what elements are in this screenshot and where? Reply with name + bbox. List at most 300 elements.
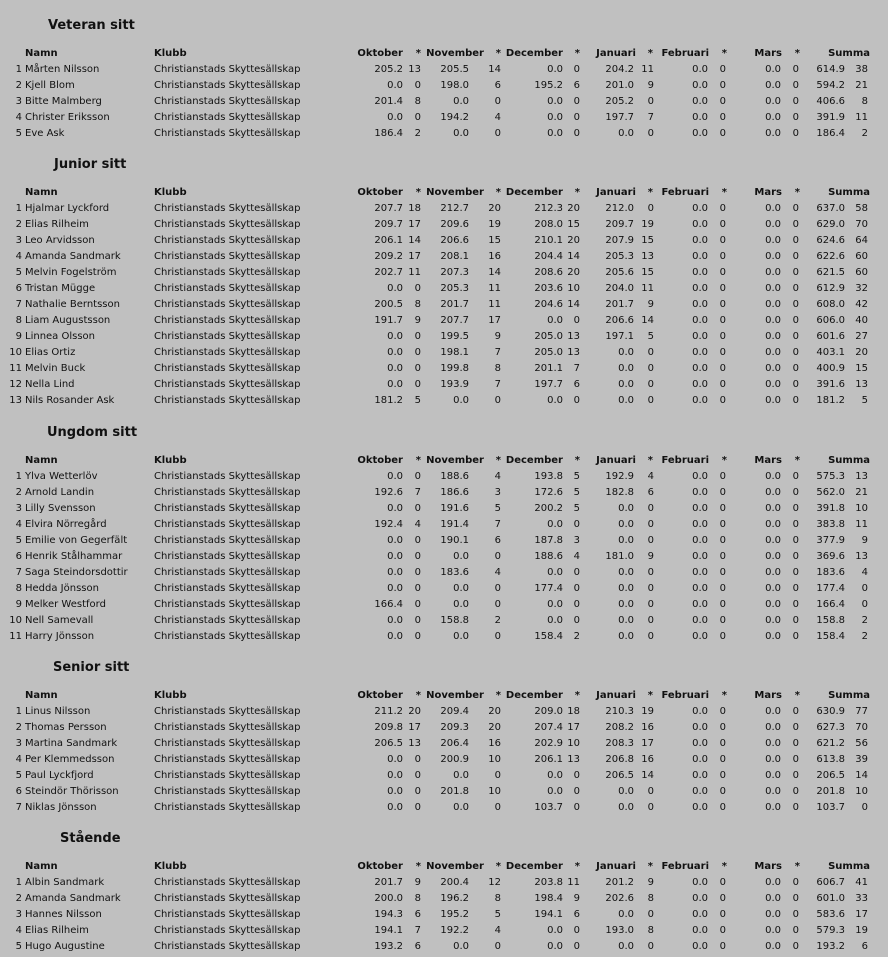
- header-mars-points: *: [794, 690, 800, 701]
- februari-points: 0: [719, 738, 726, 749]
- februari-points: 0: [719, 941, 726, 952]
- name-cell: Amanda Sandmark: [25, 893, 121, 904]
- rank-cell: 3: [15, 503, 22, 514]
- november-points: 8: [494, 893, 501, 904]
- november-points: 14: [488, 267, 501, 278]
- januari-score: 212.0: [605, 203, 634, 214]
- summa-points: 0: [861, 599, 868, 610]
- header-november-points: *: [495, 690, 501, 701]
- december-points: 9: [573, 893, 580, 904]
- table-header: [0, 859, 888, 875]
- header-februari: Februari: [661, 690, 709, 701]
- december-points: 5: [573, 471, 580, 482]
- november-score: 200.9: [440, 754, 469, 765]
- november-score: 200.4: [440, 877, 469, 888]
- februari-score: 0.0: [692, 706, 708, 717]
- header-december-points: *: [574, 187, 580, 198]
- november-points: 16: [488, 738, 501, 749]
- mars-score: 0.0: [765, 786, 781, 797]
- summa-score: 383.8: [816, 519, 845, 530]
- februari-points: 0: [719, 96, 726, 107]
- rank-cell: 3: [15, 96, 22, 107]
- summa-score: 406.6: [816, 96, 845, 107]
- rank-cell: 11: [9, 631, 22, 642]
- header-januari-points: *: [647, 187, 653, 198]
- februari-score: 0.0: [692, 551, 708, 562]
- november-points: 9: [494, 331, 501, 342]
- november-points: 3: [494, 487, 501, 498]
- februari-points: 0: [719, 363, 726, 374]
- oktober-points: 0: [414, 583, 421, 594]
- februari-score: 0.0: [692, 941, 708, 952]
- oktober-score: 0.0: [387, 802, 403, 813]
- november-score: 209.6: [440, 219, 469, 230]
- december-score: 201.1: [534, 363, 563, 374]
- header-december-points: *: [574, 455, 580, 466]
- table-row: [0, 720, 888, 736]
- januari-score: 0.0: [618, 631, 634, 642]
- header-name: Namn: [25, 187, 58, 198]
- februari-points: 0: [719, 487, 726, 498]
- december-score: 208.6: [534, 267, 563, 278]
- november-points: 4: [494, 567, 501, 578]
- oktober-points: 17: [408, 219, 421, 230]
- mars-score: 0.0: [765, 299, 781, 310]
- december-score: 202.9: [534, 738, 563, 749]
- december-points: 6: [573, 80, 580, 91]
- januari-score: 0.0: [618, 567, 634, 578]
- summa-score: 606.0: [816, 315, 845, 326]
- februari-score: 0.0: [692, 487, 708, 498]
- november-points: 4: [494, 925, 501, 936]
- december-points: 0: [573, 315, 580, 326]
- januari-score: 208.3: [605, 738, 634, 749]
- mars-points: 0: [792, 331, 799, 342]
- club-cell: Christianstads Skyttesällskap: [154, 519, 301, 530]
- februari-score: 0.0: [692, 535, 708, 546]
- club-cell: Christianstads Skyttesällskap: [154, 770, 301, 781]
- december-score: 177.4: [534, 583, 563, 594]
- mars-score: 0.0: [765, 219, 781, 230]
- november-points: 6: [494, 80, 501, 91]
- november-points: 12: [488, 877, 501, 888]
- oktober-points: 0: [414, 80, 421, 91]
- oktober-points: 0: [414, 770, 421, 781]
- header-februari-points: *: [721, 861, 727, 872]
- summa-points: 77: [855, 706, 868, 717]
- november-score: 206.4: [440, 738, 469, 749]
- februari-score: 0.0: [692, 315, 708, 326]
- november-points: 11: [488, 299, 501, 310]
- november-points: 0: [494, 599, 501, 610]
- table-row: [0, 517, 888, 533]
- november-points: 20: [488, 706, 501, 717]
- name-cell: Henrik Stålhammar: [25, 551, 123, 562]
- name-cell: Steindör Thörisson: [25, 786, 119, 797]
- oktober-score: 0.0: [387, 80, 403, 91]
- table-row: [0, 907, 888, 923]
- rank-cell: 3: [15, 738, 22, 749]
- november-score: 0.0: [453, 770, 469, 781]
- rank-cell: 5: [15, 267, 22, 278]
- mars-points: 0: [792, 909, 799, 920]
- club-cell: Christianstads Skyttesällskap: [154, 615, 301, 626]
- oktober-points: 0: [414, 631, 421, 642]
- december-points: 18: [567, 706, 580, 717]
- oktober-points: 8: [414, 893, 421, 904]
- mars-points: 0: [792, 299, 799, 310]
- rank-cell: 2: [15, 219, 22, 230]
- december-score: 0.0: [547, 395, 563, 406]
- club-cell: Christianstads Skyttesällskap: [154, 363, 301, 374]
- januari-points: 9: [647, 877, 654, 888]
- oktober-score: 0.0: [387, 112, 403, 123]
- januari-points: 9: [647, 299, 654, 310]
- november-points: 5: [494, 503, 501, 514]
- november-points: 0: [494, 395, 501, 406]
- header-november: November: [426, 187, 484, 198]
- december-points: 10: [567, 738, 580, 749]
- november-points: 0: [494, 941, 501, 952]
- club-cell: Christianstads Skyttesällskap: [154, 567, 301, 578]
- februari-score: 0.0: [692, 786, 708, 797]
- november-score: 207.3: [440, 267, 469, 278]
- header-oktober-points: *: [415, 690, 421, 701]
- table-row: [0, 784, 888, 800]
- februari-points: 0: [719, 331, 726, 342]
- header-februari-points: *: [721, 455, 727, 466]
- mars-points: 0: [792, 754, 799, 765]
- januari-score: 0.0: [618, 599, 634, 610]
- table-row: [0, 377, 888, 393]
- header-mars-points: *: [794, 455, 800, 466]
- oktober-score: 194.1: [374, 925, 403, 936]
- mars-score: 0.0: [765, 893, 781, 904]
- summa-score: 206.5: [816, 770, 845, 781]
- summa-points: 20: [855, 347, 868, 358]
- oktober-score: 0.0: [387, 754, 403, 765]
- mars-score: 0.0: [765, 503, 781, 514]
- header-november: November: [426, 861, 484, 872]
- januari-score: 0.0: [618, 347, 634, 358]
- summa-points: 0: [861, 583, 868, 594]
- januari-points: 14: [641, 315, 654, 326]
- mars-points: 0: [792, 347, 799, 358]
- oktober-score: 186.4: [374, 128, 403, 139]
- januari-score: 205.2: [605, 96, 634, 107]
- name-cell: Linnea Olsson: [25, 331, 96, 342]
- summa-score: 177.4: [816, 583, 845, 594]
- rank-cell: 1: [15, 64, 22, 75]
- februari-points: 0: [719, 519, 726, 530]
- december-points: 0: [573, 96, 580, 107]
- januari-score: 0.0: [618, 503, 634, 514]
- november-points: 4: [494, 112, 501, 123]
- mars-score: 0.0: [765, 80, 781, 91]
- table-row: [0, 923, 888, 939]
- summa-score: 158.4: [816, 631, 845, 642]
- oktober-points: 0: [414, 283, 421, 294]
- mars-points: 0: [792, 615, 799, 626]
- name-cell: Leo Arvidsson: [25, 235, 95, 246]
- club-cell: Christianstads Skyttesällskap: [154, 235, 301, 246]
- februari-score: 0.0: [692, 363, 708, 374]
- oktober-score: 201.7: [374, 877, 403, 888]
- header-februari-points: *: [721, 48, 727, 59]
- februari-score: 0.0: [692, 471, 708, 482]
- november-points: 0: [494, 770, 501, 781]
- header-oktober-points: *: [415, 455, 421, 466]
- name-cell: Arnold Landin: [25, 487, 95, 498]
- oktober-points: 0: [414, 754, 421, 765]
- januari-points: 11: [641, 283, 654, 294]
- februari-points: 0: [719, 722, 726, 733]
- summa-points: 10: [855, 503, 868, 514]
- summa-points: 70: [855, 219, 868, 230]
- rank-cell: 6: [15, 551, 22, 562]
- februari-points: 0: [719, 770, 726, 781]
- oktober-points: 0: [414, 599, 421, 610]
- mars-score: 0.0: [765, 363, 781, 374]
- header-november: November: [426, 48, 484, 59]
- februari-points: 0: [719, 267, 726, 278]
- club-cell: Christianstads Skyttesällskap: [154, 96, 301, 107]
- summa-points: 2: [861, 631, 868, 642]
- december-points: 6: [573, 909, 580, 920]
- name-cell: Mårten Nilsson: [25, 64, 100, 75]
- januari-points: 16: [641, 754, 654, 765]
- januari-score: 197.7: [605, 112, 634, 123]
- rank-cell: 2: [15, 487, 22, 498]
- oktober-score: 200.0: [374, 893, 403, 904]
- november-score: 195.2: [440, 909, 469, 920]
- oktober-points: 0: [414, 786, 421, 797]
- december-points: 0: [573, 615, 580, 626]
- oktober-score: 0.0: [387, 471, 403, 482]
- mars-points: 0: [792, 519, 799, 530]
- november-points: 10: [488, 786, 501, 797]
- januari-points: 0: [647, 802, 654, 813]
- december-score: 0.0: [547, 941, 563, 952]
- mars-score: 0.0: [765, 112, 781, 123]
- club-cell: Christianstads Skyttesällskap: [154, 219, 301, 230]
- februari-score: 0.0: [692, 219, 708, 230]
- november-score: 206.6: [440, 235, 469, 246]
- name-cell: Tristan Mügge: [25, 283, 96, 294]
- mars-score: 0.0: [765, 519, 781, 530]
- club-cell: Christianstads Skyttesällskap: [154, 722, 301, 733]
- februari-score: 0.0: [692, 64, 708, 75]
- december-points: 0: [573, 583, 580, 594]
- december-score: 103.7: [534, 802, 563, 813]
- name-cell: Elvira Nörregård: [25, 519, 107, 530]
- table-row: [0, 126, 888, 142]
- januari-score: 208.2: [605, 722, 634, 733]
- summa-points: 14: [855, 770, 868, 781]
- name-cell: Melvin Buck: [25, 363, 86, 374]
- summa-score: 193.2: [816, 941, 845, 952]
- november-score: 190.1: [440, 535, 469, 546]
- header-februari-points: *: [721, 187, 727, 198]
- mars-score: 0.0: [765, 283, 781, 294]
- rank-cell: 6: [15, 786, 22, 797]
- februari-points: 0: [719, 315, 726, 326]
- club-cell: Christianstads Skyttesällskap: [154, 631, 301, 642]
- december-score: 207.4: [534, 722, 563, 733]
- name-cell: Christer Eriksson: [25, 112, 110, 123]
- club-cell: Christianstads Skyttesällskap: [154, 112, 301, 123]
- februari-score: 0.0: [692, 738, 708, 749]
- table-row: [0, 704, 888, 720]
- summa-score: 158.8: [816, 615, 845, 626]
- januari-points: 0: [647, 203, 654, 214]
- name-cell: Elias Ortiz: [25, 347, 76, 358]
- januari-points: 19: [641, 706, 654, 717]
- oktober-points: 6: [414, 909, 421, 920]
- rank-cell: 2: [15, 80, 22, 91]
- table-row: [0, 891, 888, 907]
- summa-points: 42: [855, 299, 868, 310]
- januari-score: 204.0: [605, 283, 634, 294]
- november-score: 0.0: [453, 96, 469, 107]
- table-row: [0, 768, 888, 784]
- november-points: 0: [494, 128, 501, 139]
- februari-points: 0: [719, 379, 726, 390]
- oktober-points: 9: [414, 315, 421, 326]
- summa-score: 403.1: [816, 347, 845, 358]
- december-score: 0.0: [547, 64, 563, 75]
- oktober-score: 209.7: [374, 219, 403, 230]
- rank-cell: 5: [15, 941, 22, 952]
- november-points: 6: [494, 535, 501, 546]
- januari-score: 0.0: [618, 363, 634, 374]
- januari-score: 205.6: [605, 267, 634, 278]
- december-points: 5: [573, 503, 580, 514]
- januari-score: 0.0: [618, 128, 634, 139]
- november-score: 212.7: [440, 203, 469, 214]
- november-score: 0.0: [453, 941, 469, 952]
- december-score: 0.0: [547, 315, 563, 326]
- november-score: 158.8: [440, 615, 469, 626]
- mars-points: 0: [792, 96, 799, 107]
- november-score: 183.6: [440, 567, 469, 578]
- mars-score: 0.0: [765, 567, 781, 578]
- december-points: 0: [573, 519, 580, 530]
- januari-points: 4: [647, 471, 654, 482]
- rank-cell: 1: [15, 706, 22, 717]
- oktober-points: 0: [414, 331, 421, 342]
- header-december: December: [505, 861, 563, 872]
- table-row: [0, 265, 888, 281]
- mars-points: 0: [792, 722, 799, 733]
- header-december: December: [505, 690, 563, 701]
- rank-cell: 10: [9, 615, 22, 626]
- oktober-points: 5: [414, 395, 421, 406]
- februari-score: 0.0: [692, 503, 708, 514]
- december-score: 209.0: [534, 706, 563, 717]
- mars-score: 0.0: [765, 235, 781, 246]
- februari-points: 0: [719, 347, 726, 358]
- november-score: 0.0: [453, 395, 469, 406]
- januari-score: 206.5: [605, 770, 634, 781]
- summa-points: 38: [855, 64, 868, 75]
- december-score: 204.4: [534, 251, 563, 262]
- februari-points: 0: [719, 395, 726, 406]
- name-cell: Lilly Svensson: [25, 503, 96, 514]
- november-score: 193.9: [440, 379, 469, 390]
- januari-score: 0.0: [618, 535, 634, 546]
- mars-points: 0: [792, 251, 799, 262]
- oktober-points: 8: [414, 96, 421, 107]
- januari-score: 202.6: [605, 893, 634, 904]
- oktober-points: 0: [414, 503, 421, 514]
- header-mars-points: *: [794, 187, 800, 198]
- november-score: 186.6: [440, 487, 469, 498]
- november-score: 198.1: [440, 347, 469, 358]
- februari-points: 0: [719, 203, 726, 214]
- table-row: [0, 62, 888, 78]
- oktober-score: 194.3: [374, 909, 403, 920]
- rank-cell: 1: [15, 471, 22, 482]
- december-points: 2: [573, 631, 580, 642]
- oktober-points: 8: [414, 299, 421, 310]
- oktober-score: 0.0: [387, 615, 403, 626]
- club-cell: Christianstads Skyttesällskap: [154, 941, 301, 952]
- december-score: 193.8: [534, 471, 563, 482]
- table-row: [0, 110, 888, 126]
- februari-score: 0.0: [692, 203, 708, 214]
- februari-score: 0.0: [692, 877, 708, 888]
- rank-cell: 7: [15, 802, 22, 813]
- club-cell: Christianstads Skyttesällskap: [154, 379, 301, 390]
- december-points: 0: [573, 112, 580, 123]
- table-row: [0, 345, 888, 361]
- oktober-points: 4: [414, 519, 421, 530]
- club-cell: Christianstads Skyttesällskap: [154, 487, 301, 498]
- februari-score: 0.0: [692, 283, 708, 294]
- december-score: 210.1: [534, 235, 563, 246]
- december-score: 0.0: [547, 925, 563, 936]
- november-score: 191.4: [440, 519, 469, 530]
- header-mars: Mars: [754, 455, 782, 466]
- oktober-score: 0.0: [387, 551, 403, 562]
- februari-points: 0: [719, 631, 726, 642]
- header-februari: Februari: [661, 48, 709, 59]
- header-januari: Januari: [596, 455, 636, 466]
- mars-points: 0: [792, 599, 799, 610]
- table-row: [0, 800, 888, 816]
- december-points: 0: [573, 770, 580, 781]
- mars-points: 0: [792, 583, 799, 594]
- december-points: 0: [573, 802, 580, 813]
- oktober-score: 201.4: [374, 96, 403, 107]
- name-cell: Amanda Sandmark: [25, 251, 121, 262]
- club-cell: Christianstads Skyttesällskap: [154, 909, 301, 920]
- rank-cell: 1: [15, 203, 22, 214]
- oktober-points: 0: [414, 471, 421, 482]
- summa-score: 594.2: [816, 80, 845, 91]
- januari-score: 201.2: [605, 877, 634, 888]
- summa-points: 10: [855, 786, 868, 797]
- december-score: 0.0: [547, 599, 563, 610]
- februari-score: 0.0: [692, 128, 708, 139]
- oktober-score: 166.4: [374, 599, 403, 610]
- november-points: 19: [488, 219, 501, 230]
- mars-points: 0: [792, 203, 799, 214]
- club-cell: Christianstads Skyttesällskap: [154, 283, 301, 294]
- oktober-score: 209.2: [374, 251, 403, 262]
- summa-score: 624.6: [816, 235, 845, 246]
